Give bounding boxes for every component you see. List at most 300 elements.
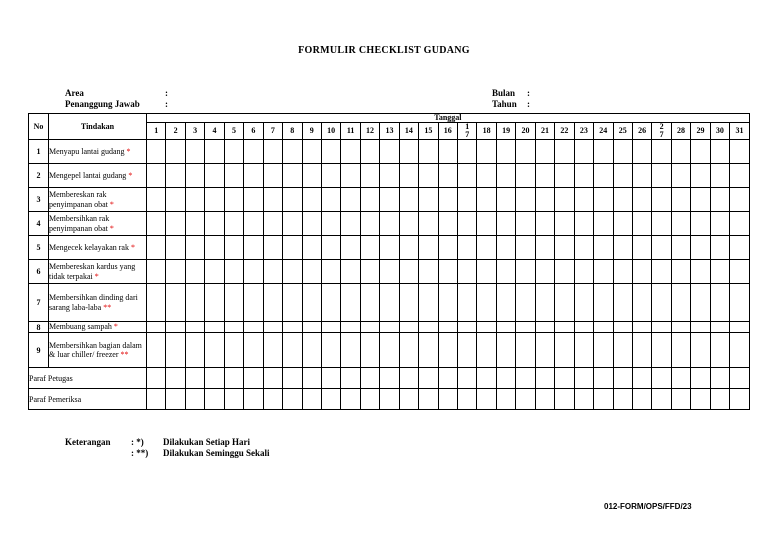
check-cell[interactable] xyxy=(341,260,360,284)
check-cell[interactable] xyxy=(496,260,515,284)
signature-cell[interactable] xyxy=(613,368,632,389)
signature-cell[interactable] xyxy=(263,389,282,410)
check-cell[interactable] xyxy=(302,333,321,368)
check-cell[interactable] xyxy=(380,236,399,260)
check-cell[interactable] xyxy=(147,164,166,188)
check-cell[interactable] xyxy=(594,212,613,236)
check-cell[interactable] xyxy=(263,333,282,368)
check-cell[interactable] xyxy=(516,322,535,333)
check-cell[interactable] xyxy=(710,333,729,368)
check-cell[interactable] xyxy=(458,212,477,236)
check-cell[interactable] xyxy=(496,236,515,260)
check-cell[interactable] xyxy=(594,284,613,322)
check-cell[interactable] xyxy=(691,236,710,260)
check-cell[interactable] xyxy=(166,260,185,284)
check-cell[interactable] xyxy=(730,140,750,164)
check-cell[interactable] xyxy=(652,236,671,260)
check-cell[interactable] xyxy=(652,260,671,284)
check-cell[interactable] xyxy=(166,322,185,333)
check-cell[interactable] xyxy=(166,164,185,188)
check-cell[interactable] xyxy=(166,236,185,260)
check-cell[interactable] xyxy=(399,333,418,368)
check-cell[interactable] xyxy=(710,212,729,236)
check-cell[interactable] xyxy=(458,284,477,322)
check-cell[interactable] xyxy=(594,322,613,333)
check-cell[interactable] xyxy=(516,236,535,260)
check-cell[interactable] xyxy=(263,236,282,260)
check-cell[interactable] xyxy=(730,212,750,236)
check-cell[interactable] xyxy=(496,140,515,164)
signature-cell[interactable] xyxy=(458,389,477,410)
check-cell[interactable] xyxy=(380,164,399,188)
check-cell[interactable] xyxy=(535,236,554,260)
signature-cell[interactable] xyxy=(730,389,750,410)
check-cell[interactable] xyxy=(458,164,477,188)
check-cell[interactable] xyxy=(205,333,224,368)
check-cell[interactable] xyxy=(671,188,690,212)
check-cell[interactable] xyxy=(671,164,690,188)
check-cell[interactable] xyxy=(555,188,574,212)
check-cell[interactable] xyxy=(458,260,477,284)
check-cell[interactable] xyxy=(224,164,243,188)
check-cell[interactable] xyxy=(205,140,224,164)
check-cell[interactable] xyxy=(496,188,515,212)
check-cell[interactable] xyxy=(283,284,302,322)
check-cell[interactable] xyxy=(185,164,204,188)
signature-cell[interactable] xyxy=(652,389,671,410)
check-cell[interactable] xyxy=(477,164,496,188)
check-cell[interactable] xyxy=(302,284,321,322)
check-cell[interactable] xyxy=(341,140,360,164)
check-cell[interactable] xyxy=(496,212,515,236)
check-cell[interactable] xyxy=(652,333,671,368)
signature-cell[interactable] xyxy=(555,368,574,389)
check-cell[interactable] xyxy=(555,322,574,333)
check-cell[interactable] xyxy=(632,140,651,164)
check-cell[interactable] xyxy=(652,284,671,322)
check-cell[interactable] xyxy=(166,212,185,236)
check-cell[interactable] xyxy=(652,140,671,164)
check-cell[interactable] xyxy=(419,212,438,236)
check-cell[interactable] xyxy=(185,333,204,368)
signature-cell[interactable] xyxy=(380,389,399,410)
check-cell[interactable] xyxy=(671,236,690,260)
check-cell[interactable] xyxy=(574,260,593,284)
check-cell[interactable] xyxy=(321,140,340,164)
check-cell[interactable] xyxy=(535,260,554,284)
check-cell[interactable] xyxy=(399,236,418,260)
check-cell[interactable] xyxy=(302,322,321,333)
check-cell[interactable] xyxy=(380,284,399,322)
check-cell[interactable] xyxy=(438,284,457,322)
check-cell[interactable] xyxy=(244,140,263,164)
check-cell[interactable] xyxy=(613,333,632,368)
check-cell[interactable] xyxy=(632,333,651,368)
check-cell[interactable] xyxy=(632,236,651,260)
check-cell[interactable] xyxy=(652,322,671,333)
check-cell[interactable] xyxy=(302,212,321,236)
check-cell[interactable] xyxy=(710,164,729,188)
check-cell[interactable] xyxy=(458,333,477,368)
check-cell[interactable] xyxy=(555,284,574,322)
signature-cell[interactable] xyxy=(205,389,224,410)
check-cell[interactable] xyxy=(360,188,379,212)
check-cell[interactable] xyxy=(380,333,399,368)
check-cell[interactable] xyxy=(535,164,554,188)
check-cell[interactable] xyxy=(399,322,418,333)
check-cell[interactable] xyxy=(185,236,204,260)
check-cell[interactable] xyxy=(205,212,224,236)
check-cell[interactable] xyxy=(224,236,243,260)
check-cell[interactable] xyxy=(632,212,651,236)
check-cell[interactable] xyxy=(555,260,574,284)
check-cell[interactable] xyxy=(283,140,302,164)
check-cell[interactable] xyxy=(360,284,379,322)
signature-cell[interactable] xyxy=(730,368,750,389)
check-cell[interactable] xyxy=(321,212,340,236)
check-cell[interactable] xyxy=(283,322,302,333)
check-cell[interactable] xyxy=(438,188,457,212)
signature-cell[interactable] xyxy=(166,368,185,389)
check-cell[interactable] xyxy=(419,236,438,260)
signature-cell[interactable] xyxy=(574,389,593,410)
check-cell[interactable] xyxy=(555,236,574,260)
check-cell[interactable] xyxy=(691,284,710,322)
check-cell[interactable] xyxy=(224,140,243,164)
signature-cell[interactable] xyxy=(574,368,593,389)
check-cell[interactable] xyxy=(321,236,340,260)
check-cell[interactable] xyxy=(613,322,632,333)
check-cell[interactable] xyxy=(399,260,418,284)
check-cell[interactable] xyxy=(477,322,496,333)
check-cell[interactable] xyxy=(730,260,750,284)
signature-cell[interactable] xyxy=(147,389,166,410)
check-cell[interactable] xyxy=(574,164,593,188)
signature-cell[interactable] xyxy=(302,368,321,389)
check-cell[interactable] xyxy=(302,236,321,260)
check-cell[interactable] xyxy=(632,164,651,188)
signature-cell[interactable] xyxy=(594,389,613,410)
check-cell[interactable] xyxy=(555,164,574,188)
check-cell[interactable] xyxy=(477,260,496,284)
check-cell[interactable] xyxy=(399,164,418,188)
signature-cell[interactable] xyxy=(321,368,340,389)
check-cell[interactable] xyxy=(283,212,302,236)
check-cell[interactable] xyxy=(574,333,593,368)
check-cell[interactable] xyxy=(574,284,593,322)
check-cell[interactable] xyxy=(244,322,263,333)
check-cell[interactable] xyxy=(419,260,438,284)
check-cell[interactable] xyxy=(632,284,651,322)
check-cell[interactable] xyxy=(419,164,438,188)
check-cell[interactable] xyxy=(710,260,729,284)
check-cell[interactable] xyxy=(380,322,399,333)
check-cell[interactable] xyxy=(613,212,632,236)
check-cell[interactable] xyxy=(244,212,263,236)
check-cell[interactable] xyxy=(360,236,379,260)
signature-cell[interactable] xyxy=(438,368,457,389)
signature-cell[interactable] xyxy=(710,389,729,410)
check-cell[interactable] xyxy=(438,140,457,164)
check-cell[interactable] xyxy=(458,322,477,333)
check-cell[interactable] xyxy=(205,164,224,188)
check-cell[interactable] xyxy=(477,188,496,212)
check-cell[interactable] xyxy=(574,140,593,164)
signature-cell[interactable] xyxy=(166,389,185,410)
check-cell[interactable] xyxy=(691,260,710,284)
check-cell[interactable] xyxy=(516,333,535,368)
check-cell[interactable] xyxy=(671,260,690,284)
check-cell[interactable] xyxy=(555,212,574,236)
check-cell[interactable] xyxy=(185,260,204,284)
check-cell[interactable] xyxy=(730,164,750,188)
check-cell[interactable] xyxy=(166,284,185,322)
signature-cell[interactable] xyxy=(632,368,651,389)
check-cell[interactable] xyxy=(710,322,729,333)
check-cell[interactable] xyxy=(166,333,185,368)
check-cell[interactable] xyxy=(321,333,340,368)
check-cell[interactable] xyxy=(263,212,282,236)
signature-cell[interactable] xyxy=(263,368,282,389)
signature-cell[interactable] xyxy=(185,389,204,410)
check-cell[interactable] xyxy=(594,333,613,368)
check-cell[interactable] xyxy=(283,164,302,188)
check-cell[interactable] xyxy=(399,188,418,212)
check-cell[interactable] xyxy=(399,284,418,322)
check-cell[interactable] xyxy=(574,322,593,333)
signature-cell[interactable] xyxy=(224,389,243,410)
check-cell[interactable] xyxy=(341,322,360,333)
check-cell[interactable] xyxy=(263,284,282,322)
signature-cell[interactable] xyxy=(477,368,496,389)
check-cell[interactable] xyxy=(341,188,360,212)
check-cell[interactable] xyxy=(185,140,204,164)
check-cell[interactable] xyxy=(321,260,340,284)
check-cell[interactable] xyxy=(263,140,282,164)
check-cell[interactable] xyxy=(691,140,710,164)
check-cell[interactable] xyxy=(147,236,166,260)
check-cell[interactable] xyxy=(613,236,632,260)
check-cell[interactable] xyxy=(652,188,671,212)
check-cell[interactable] xyxy=(380,188,399,212)
check-cell[interactable] xyxy=(691,333,710,368)
check-cell[interactable] xyxy=(535,284,554,322)
signature-cell[interactable] xyxy=(516,368,535,389)
signature-cell[interactable] xyxy=(419,389,438,410)
check-cell[interactable] xyxy=(555,140,574,164)
check-cell[interactable] xyxy=(341,284,360,322)
check-cell[interactable] xyxy=(477,236,496,260)
check-cell[interactable] xyxy=(613,188,632,212)
signature-cell[interactable] xyxy=(632,389,651,410)
check-cell[interactable] xyxy=(574,212,593,236)
check-cell[interactable] xyxy=(360,164,379,188)
signature-cell[interactable] xyxy=(555,389,574,410)
check-cell[interactable] xyxy=(477,333,496,368)
signature-cell[interactable] xyxy=(244,389,263,410)
check-cell[interactable] xyxy=(438,236,457,260)
check-cell[interactable] xyxy=(341,212,360,236)
signature-cell[interactable] xyxy=(458,368,477,389)
check-cell[interactable] xyxy=(535,140,554,164)
check-cell[interactable] xyxy=(632,188,651,212)
check-cell[interactable] xyxy=(205,284,224,322)
check-cell[interactable] xyxy=(341,236,360,260)
check-cell[interactable] xyxy=(671,333,690,368)
check-cell[interactable] xyxy=(360,322,379,333)
check-cell[interactable] xyxy=(458,140,477,164)
check-cell[interactable] xyxy=(496,164,515,188)
check-cell[interactable] xyxy=(671,322,690,333)
check-cell[interactable] xyxy=(594,164,613,188)
check-cell[interactable] xyxy=(516,260,535,284)
check-cell[interactable] xyxy=(516,188,535,212)
check-cell[interactable] xyxy=(691,164,710,188)
check-cell[interactable] xyxy=(244,164,263,188)
signature-cell[interactable] xyxy=(710,368,729,389)
signature-cell[interactable] xyxy=(516,389,535,410)
signature-cell[interactable] xyxy=(671,389,690,410)
check-cell[interactable] xyxy=(710,188,729,212)
signature-cell[interactable] xyxy=(652,368,671,389)
check-cell[interactable] xyxy=(302,260,321,284)
check-cell[interactable] xyxy=(730,284,750,322)
check-cell[interactable] xyxy=(477,284,496,322)
check-cell[interactable] xyxy=(283,333,302,368)
check-cell[interactable] xyxy=(496,284,515,322)
signature-cell[interactable] xyxy=(594,368,613,389)
check-cell[interactable] xyxy=(730,236,750,260)
check-cell[interactable] xyxy=(671,284,690,322)
check-cell[interactable] xyxy=(691,322,710,333)
signature-cell[interactable] xyxy=(341,368,360,389)
signature-cell[interactable] xyxy=(224,368,243,389)
signature-cell[interactable] xyxy=(283,389,302,410)
check-cell[interactable] xyxy=(496,322,515,333)
signature-cell[interactable] xyxy=(380,368,399,389)
check-cell[interactable] xyxy=(496,333,515,368)
check-cell[interactable] xyxy=(594,236,613,260)
check-cell[interactable] xyxy=(224,188,243,212)
check-cell[interactable] xyxy=(244,236,263,260)
check-cell[interactable] xyxy=(185,322,204,333)
check-cell[interactable] xyxy=(205,260,224,284)
signature-cell[interactable] xyxy=(399,389,418,410)
check-cell[interactable] xyxy=(710,140,729,164)
check-cell[interactable] xyxy=(321,284,340,322)
check-cell[interactable] xyxy=(671,212,690,236)
check-cell[interactable] xyxy=(380,212,399,236)
check-cell[interactable] xyxy=(185,188,204,212)
check-cell[interactable] xyxy=(321,188,340,212)
check-cell[interactable] xyxy=(360,260,379,284)
check-cell[interactable] xyxy=(438,212,457,236)
check-cell[interactable] xyxy=(419,140,438,164)
check-cell[interactable] xyxy=(535,188,554,212)
check-cell[interactable] xyxy=(244,333,263,368)
check-cell[interactable] xyxy=(263,164,282,188)
check-cell[interactable] xyxy=(321,322,340,333)
check-cell[interactable] xyxy=(205,188,224,212)
check-cell[interactable] xyxy=(283,260,302,284)
signature-cell[interactable] xyxy=(185,368,204,389)
check-cell[interactable] xyxy=(341,164,360,188)
check-cell[interactable] xyxy=(302,140,321,164)
check-cell[interactable] xyxy=(380,260,399,284)
signature-cell[interactable] xyxy=(477,389,496,410)
check-cell[interactable] xyxy=(224,333,243,368)
check-cell[interactable] xyxy=(399,140,418,164)
check-cell[interactable] xyxy=(360,140,379,164)
check-cell[interactable] xyxy=(263,322,282,333)
check-cell[interactable] xyxy=(419,188,438,212)
check-cell[interactable] xyxy=(224,284,243,322)
check-cell[interactable] xyxy=(166,188,185,212)
check-cell[interactable] xyxy=(574,236,593,260)
check-cell[interactable] xyxy=(477,140,496,164)
check-cell[interactable] xyxy=(613,164,632,188)
signature-cell[interactable] xyxy=(671,368,690,389)
signature-cell[interactable] xyxy=(496,389,515,410)
check-cell[interactable] xyxy=(594,188,613,212)
check-cell[interactable] xyxy=(224,212,243,236)
check-cell[interactable] xyxy=(652,164,671,188)
check-cell[interactable] xyxy=(516,212,535,236)
check-cell[interactable] xyxy=(147,212,166,236)
check-cell[interactable] xyxy=(652,212,671,236)
check-cell[interactable] xyxy=(516,284,535,322)
signature-cell[interactable] xyxy=(341,389,360,410)
check-cell[interactable] xyxy=(438,260,457,284)
check-cell[interactable] xyxy=(360,212,379,236)
check-cell[interactable] xyxy=(613,260,632,284)
signature-cell[interactable] xyxy=(399,368,418,389)
check-cell[interactable] xyxy=(710,236,729,260)
check-cell[interactable] xyxy=(224,322,243,333)
check-cell[interactable] xyxy=(419,333,438,368)
check-cell[interactable] xyxy=(302,188,321,212)
check-cell[interactable] xyxy=(205,236,224,260)
check-cell[interactable] xyxy=(419,322,438,333)
check-cell[interactable] xyxy=(341,333,360,368)
check-cell[interactable] xyxy=(147,140,166,164)
check-cell[interactable] xyxy=(321,164,340,188)
signature-cell[interactable] xyxy=(360,368,379,389)
check-cell[interactable] xyxy=(555,333,574,368)
check-cell[interactable] xyxy=(671,140,690,164)
check-cell[interactable] xyxy=(458,188,477,212)
check-cell[interactable] xyxy=(244,188,263,212)
signature-cell[interactable] xyxy=(321,389,340,410)
check-cell[interactable] xyxy=(535,333,554,368)
check-cell[interactable] xyxy=(691,188,710,212)
check-cell[interactable] xyxy=(244,260,263,284)
check-cell[interactable] xyxy=(477,212,496,236)
signature-cell[interactable] xyxy=(613,389,632,410)
check-cell[interactable] xyxy=(730,333,750,368)
signature-cell[interactable] xyxy=(496,368,515,389)
signature-cell[interactable] xyxy=(535,368,554,389)
check-cell[interactable] xyxy=(147,322,166,333)
check-cell[interactable] xyxy=(147,284,166,322)
check-cell[interactable] xyxy=(613,140,632,164)
check-cell[interactable] xyxy=(438,333,457,368)
check-cell[interactable] xyxy=(380,140,399,164)
check-cell[interactable] xyxy=(535,212,554,236)
check-cell[interactable] xyxy=(185,212,204,236)
check-cell[interactable] xyxy=(516,164,535,188)
check-cell[interactable] xyxy=(594,140,613,164)
